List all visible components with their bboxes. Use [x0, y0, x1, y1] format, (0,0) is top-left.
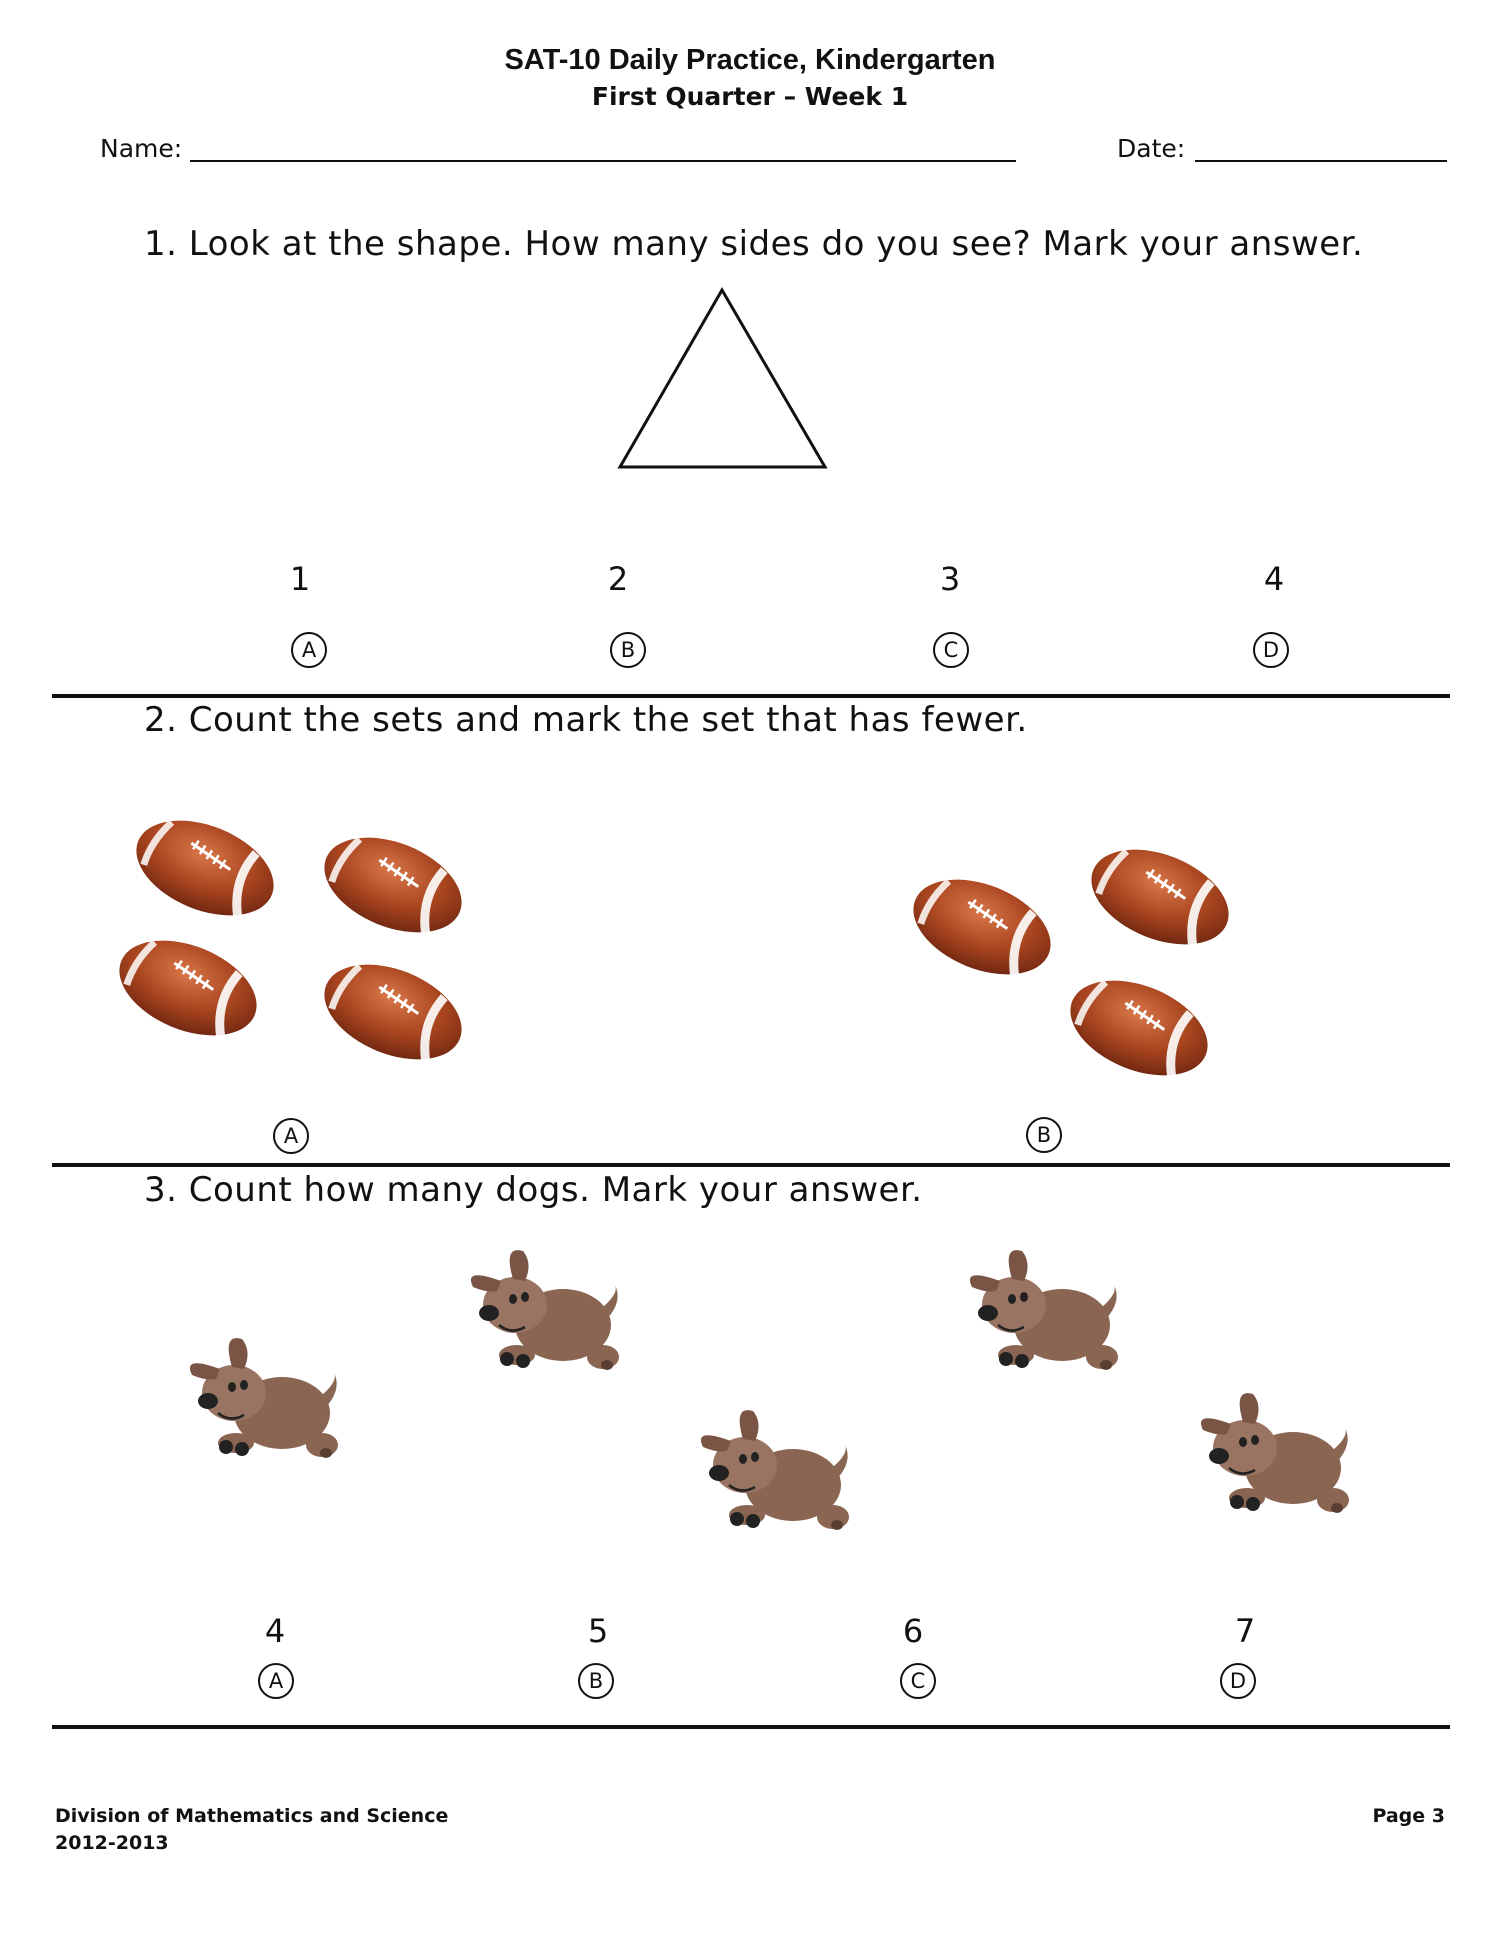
- q3-choice-c-value: 6: [902, 1612, 924, 1650]
- q1-choice-b-value: 2: [607, 560, 629, 598]
- q3-bubble-d[interactable]: D: [1220, 1663, 1256, 1699]
- dog-icon: [970, 1250, 1118, 1370]
- q1-bubble-d[interactable]: D: [1253, 632, 1289, 668]
- dog-icon: [190, 1338, 338, 1458]
- q1-bubble-b[interactable]: B: [610, 632, 646, 668]
- q1-prompt: 1. Look at the shape. How many sides do you see? Mark your answer.: [144, 224, 1364, 264]
- q3-bubble-b[interactable]: B: [578, 1663, 614, 1699]
- q1-choice-a-value: 1: [289, 560, 311, 598]
- worksheet-title: SAT-10 Daily Practice, Kindergarten: [504, 44, 996, 76]
- q3-bubble-c[interactable]: C: [900, 1663, 936, 1699]
- q3-choice-a-value: 4: [264, 1612, 286, 1650]
- q2-prompt: 2. Count the sets and mark the set that has fewer.: [144, 700, 1028, 740]
- q3-choice-d-value: 7: [1234, 1612, 1256, 1650]
- q1-choice-c-value: 3: [939, 560, 961, 598]
- footer-year: 2012-2013: [55, 1832, 169, 1854]
- q3-bubble-a[interactable]: A: [258, 1663, 294, 1699]
- footer-page-number: Page 3: [1372, 1805, 1445, 1827]
- date-label: Date:: [1117, 134, 1186, 163]
- q3-prompt: 3. Count how many dogs. Mark your answer.: [144, 1170, 923, 1210]
- name-label: Name:: [100, 134, 183, 163]
- q3-choice-b-value: 5: [587, 1612, 609, 1650]
- worksheet-subtitle: First Quarter – Week 1: [591, 82, 909, 111]
- q2-bubble-a[interactable]: A: [273, 1118, 309, 1154]
- q1-bubble-a[interactable]: A: [291, 632, 327, 668]
- q1-choice-d-value: 4: [1263, 560, 1285, 598]
- section-divider-3: [52, 1725, 1450, 1729]
- footer-division: Division of Mathematics and Science: [55, 1805, 449, 1827]
- dog-icon: [1201, 1393, 1349, 1513]
- dog-icon: [471, 1250, 619, 1370]
- q1-bubble-c[interactable]: C: [933, 632, 969, 668]
- q2-bubble-b[interactable]: B: [1026, 1117, 1062, 1153]
- dog-icon: [701, 1410, 849, 1530]
